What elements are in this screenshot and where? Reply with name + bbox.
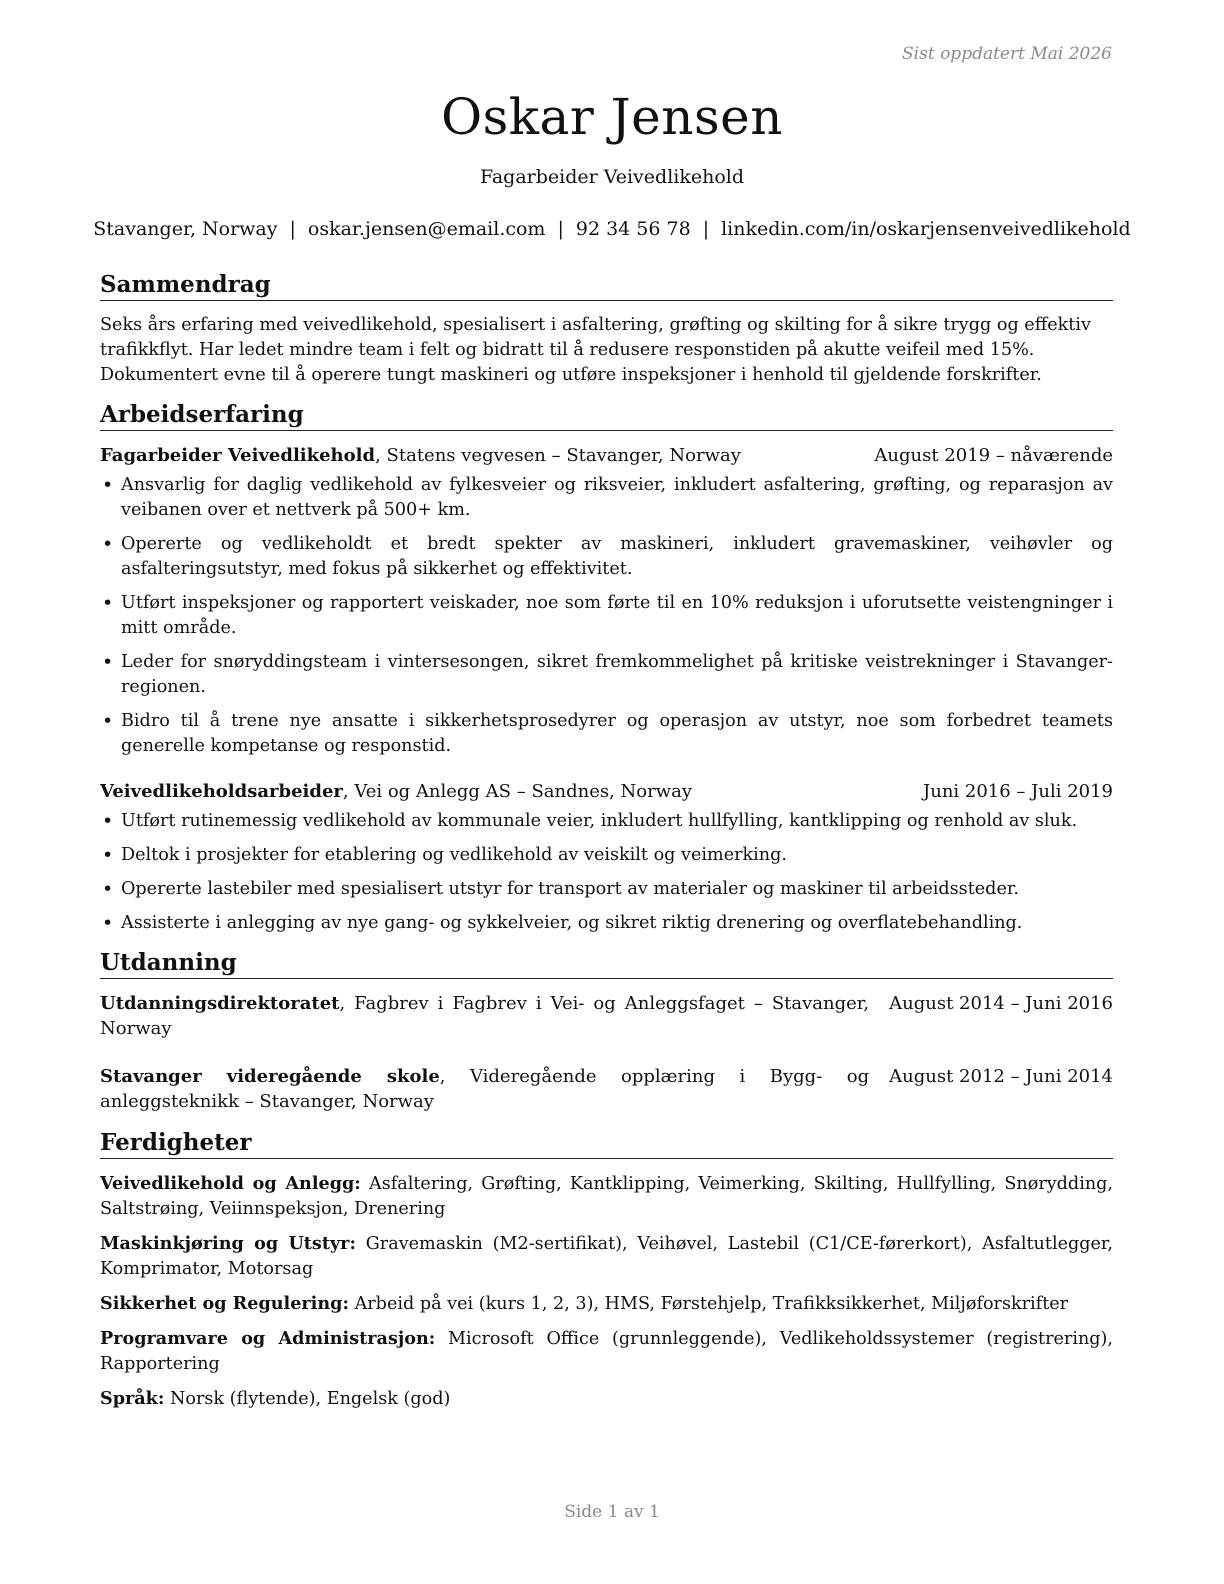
list-item: • Opererte lastebiler med spesialisert utstyr for transport av materialer og maskiner til arbeidssteder.: [100, 877, 1113, 902]
skill-value: Arbeid på vei (kurs 1, 2, 3), HMS, Førstehjelp, Trafikksikkerhet, Miljøforskrifter: [354, 1294, 1069, 1314]
skill-value: Gravemaskin (M2-sertifikat), Veihøvel, Lastebil (C1/CE-førerkort), Asfaltutlegger, Komprimator, Motorsag: [100, 1234, 1113, 1279]
skill-row: [100, 1386, 1113, 1412]
last-updated: Sist oppdatert Mai 2026: [902, 44, 1112, 64]
skill-label: Sikkerhet og Regulering:: [100, 1293, 349, 1314]
skill-row: [100, 1231, 1113, 1282]
education-dates: August 2012 – Juni 2014: [889, 1066, 1113, 1087]
summary-text: Seks års erfaring med veivedlikehold, spesialisert i asfaltering, grøfting og skilting for å sikre trygg og effektiv trafikkflyt. Har ledet mindre team i felt og bidratt til å redusere responstiden på akutte veifeil med 15%. Dokumentert evne til å operere tungt maskineri og utføre inspeksjoner i henhold til gjeldende forskrifter.: [100, 315, 1091, 385]
skills-section: [100, 1128, 1113, 1412]
job-bullets: [100, 809, 1113, 936]
skill-row: [100, 1171, 1113, 1222]
contact-separator: |: [557, 218, 564, 240]
summary-section: [100, 270, 1113, 388]
job-employer: , Statens vegvesen – Stavanger, Norway: [375, 445, 741, 466]
list-item: • Bidro til å trene nye ansatte i sikkerhetsprosedyrer og operasjon av utstyr, noe som forbedret teamets generelle kompetanse og responstid.: [100, 709, 1113, 759]
education-heading: Utdanning: [100, 948, 1113, 979]
list-item: • Utført rutinemessig vedlikehold av kommunale veier, inkludert hullfylling, kantklipping og renhold av sluk.: [100, 809, 1113, 834]
education-details: , Videregående opplæring i Bygg- og anleggsteknikk – Stavanger, Norway: [100, 1066, 870, 1112]
skill-row: [100, 1291, 1113, 1317]
education-entry: [100, 991, 1113, 1041]
list-item: • Utført inspeksjoner og rapportert veiskader, noe som førte til en 10% reduksjon i uforutsette veistengninger i mitt område.: [100, 591, 1113, 641]
contact-phone[interactable]: 92 34 56 78: [575, 218, 691, 240]
contact-email[interactable]: oskar.jensen@email.com: [307, 218, 546, 240]
skill-value: Norsk (flytende), Engelsk (god): [169, 1389, 451, 1409]
education-details: , Fagbrev i Fagbrev i Vei- og Anleggsfaget – Stavanger, Norway: [100, 993, 870, 1039]
education-entry: [100, 1064, 1113, 1114]
job-employer: , Vei og Anlegg AS – Sandnes, Norway: [342, 781, 693, 802]
job-entry: [100, 443, 1113, 759]
contact-separator: |: [702, 218, 710, 240]
list-item: • Ansvarlig for daglig vedlikehold av fylkesveier og riksveier, inkludert asfaltering, grøfting, og reparasjon av veibanen over et nettverk på 500+ km.: [100, 473, 1113, 523]
page-number: Side 1 av 1: [564, 1502, 660, 1522]
summary-heading: Sammendrag: [100, 270, 1113, 301]
education-section: [100, 948, 1113, 1114]
skills-heading: Ferdigheter: [100, 1128, 1113, 1159]
candidate-name: Oskar Jensen: [441, 88, 783, 146]
skill-label: Maskinkjøring og Utstyr:: [100, 1233, 356, 1254]
job-role: Veivedlikeholdsarbeider: [100, 781, 343, 802]
job-dates: Juni 2016 – Juli 2019: [923, 781, 1113, 802]
contact-separator: |: [289, 218, 296, 240]
skill-value: Microsoft Office (grunnleggende), Vedlikeholdssystemer (registrering), Rapportering: [100, 1329, 1114, 1374]
candidate-title: Fagarbeider Veivedlikehold: [479, 166, 745, 188]
job-role: Fagarbeider Veivedlikehold: [100, 445, 376, 466]
skill-value: Asfaltering, Grøfting, Kantklipping, Veimerking, Skilting, Hullfylling, Snørydding, Saltstrøing, Veiinnspeksjon, Drenering: [100, 1174, 1114, 1219]
contact-line: [0, 218, 1224, 240]
job-dates: August 2019 – nåværende: [874, 445, 1113, 466]
resume-content: [100, 270, 1113, 1424]
list-item: • Leder for snøryddingsteam i vintersesongen, sikret fremkommelighet på kritiske veistrekninger i Stavanger-regionen.: [100, 650, 1113, 700]
job-entry: [100, 779, 1113, 936]
skill-label: Språk:: [100, 1388, 165, 1409]
experience-heading: Arbeidserfaring: [100, 400, 1113, 431]
skill-row: [100, 1326, 1113, 1377]
education-institution: Stavanger videregående skole: [100, 1066, 440, 1087]
job-header: [100, 443, 1113, 468]
list-item: • Deltok i prosjekter for etablering og vedlikehold av veiskilt og veimerking.: [100, 843, 1113, 868]
contact-location: Stavanger, Norway: [93, 218, 278, 240]
list-item: • Opererte og vedlikeholdt et bredt spekter av maskineri, inkludert gravemaskiner, veihøvler og asfalteringsutstyr, med fokus på sikkerhet og effektivitet.: [100, 532, 1113, 582]
job-header: [100, 779, 1113, 804]
list-item: • Assisterte i anlegging av nye gang- og sykkelveier, og sikret riktig drenering og overflatebehandling.: [100, 911, 1113, 936]
experience-section: [100, 400, 1113, 936]
contact-linkedin[interactable]: linkedin.com/in/oskarjensenveivedlikehold: [721, 218, 1131, 240]
skill-label: Programvare og Administrasjon:: [100, 1328, 436, 1349]
education-dates: August 2014 – Juni 2016: [889, 993, 1113, 1014]
education-institution: Utdanningsdirektoratet: [100, 993, 340, 1014]
job-bullets: [100, 473, 1113, 759]
skill-label: Veivedlikehold og Anlegg:: [100, 1173, 361, 1194]
